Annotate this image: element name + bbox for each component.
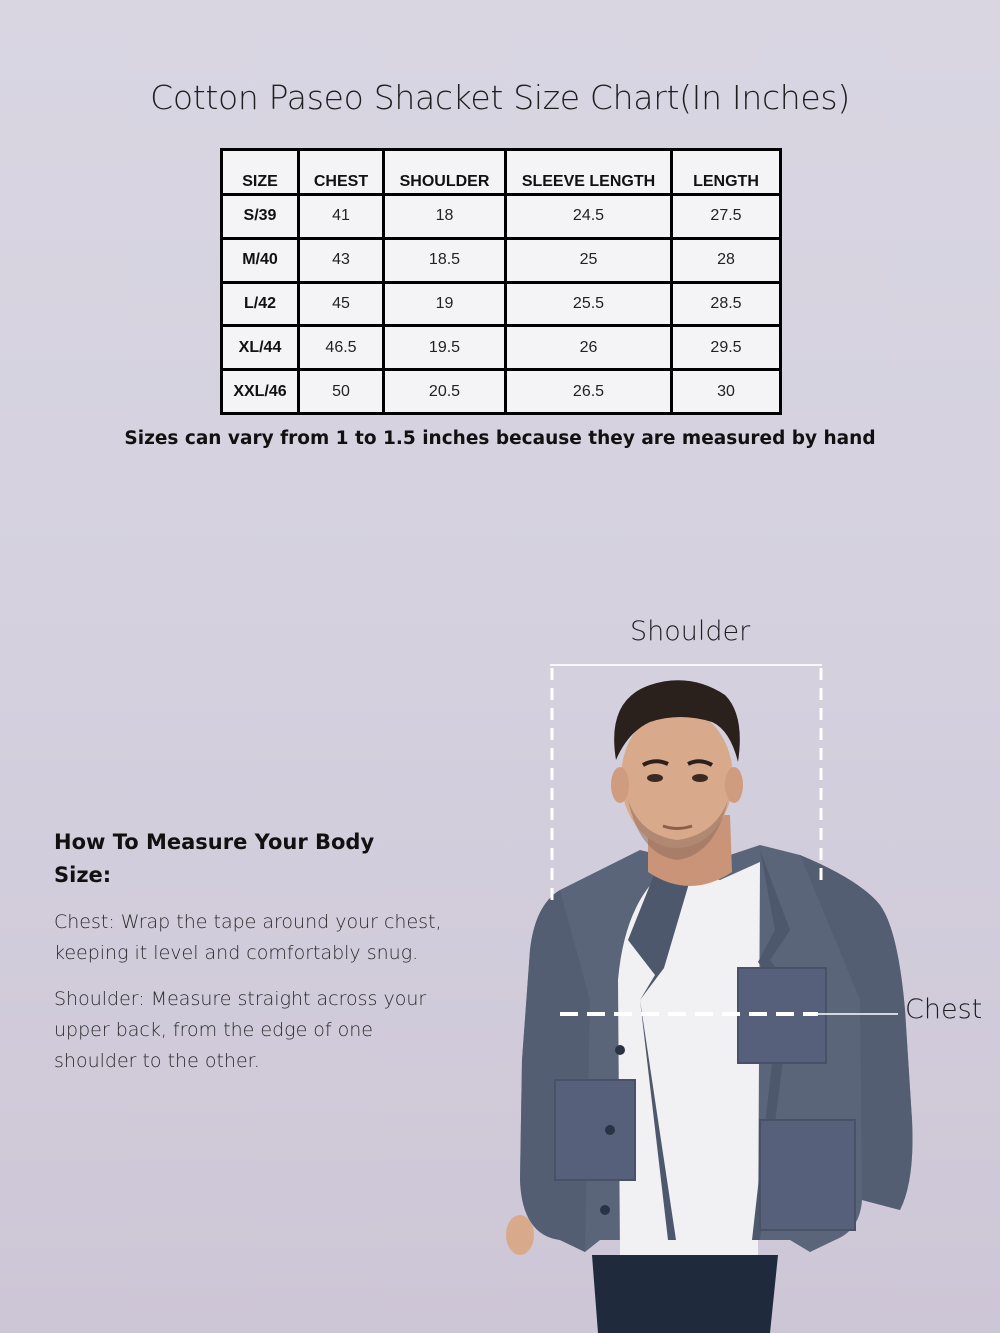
cell-length: 28.5 [672,282,781,326]
cell-shoulder: 18 [384,195,506,239]
header-shoulder: SHOULDER [384,150,506,195]
measurement-note: Sizes can vary from 1 to 1.5 inches because they are measured by hand [124,428,876,449]
cell-size: XL/44 [222,326,299,370]
cell-sleeve-length: 26.5 [506,370,672,414]
header-length: LENGTH [672,150,781,195]
cell-size: M/40 [222,238,299,282]
cell-chest: 50 [299,370,384,414]
cell-shoulder: 18.5 [384,238,506,282]
cell-shoulder: 19.5 [384,326,506,370]
cell-size: XXL/46 [222,370,299,414]
cell-length: 29.5 [672,326,781,370]
cell-size: L/42 [222,282,299,326]
cell-length: 30 [672,370,781,414]
cell-shoulder: 19 [384,282,506,326]
model-figure [506,680,913,1333]
shoulder-label: Shoulder [630,616,751,647]
cell-length: 28 [672,238,781,282]
cell-sleeve-length: 26 [506,326,672,370]
page-title: Cotton Paseo Shacket Size Chart(In Inches) [150,78,850,117]
cell-chest: 45 [299,282,384,326]
cell-sleeve-length: 25.5 [506,282,672,326]
cell-chest: 46.5 [299,326,384,370]
cell-sleeve-length: 24.5 [506,195,672,239]
header-size: SIZE [222,150,299,195]
cell-shoulder: 20.5 [384,370,506,414]
shoulder-instruction: Shoulder: Measure straight across your upper back, from the edge of one shoulder to the other. [54,988,427,1072]
header-chest: CHEST [299,150,384,195]
header-sleeve-length: SLEEVE LENGTH [506,150,672,195]
cell-length: 27.5 [672,195,781,239]
cell-size: S/39 [222,195,299,239]
cell-chest: 41 [299,195,384,239]
cell-sleeve-length: 25 [506,238,672,282]
cell-chest: 43 [299,238,384,282]
howto-heading: How To Measure Your Body Size: [54,830,375,887]
chest-instruction: Chest: Wrap the tape around your chest, keeping it level and comfortably snug. [54,911,442,964]
chest-label: Chest [905,994,983,1025]
